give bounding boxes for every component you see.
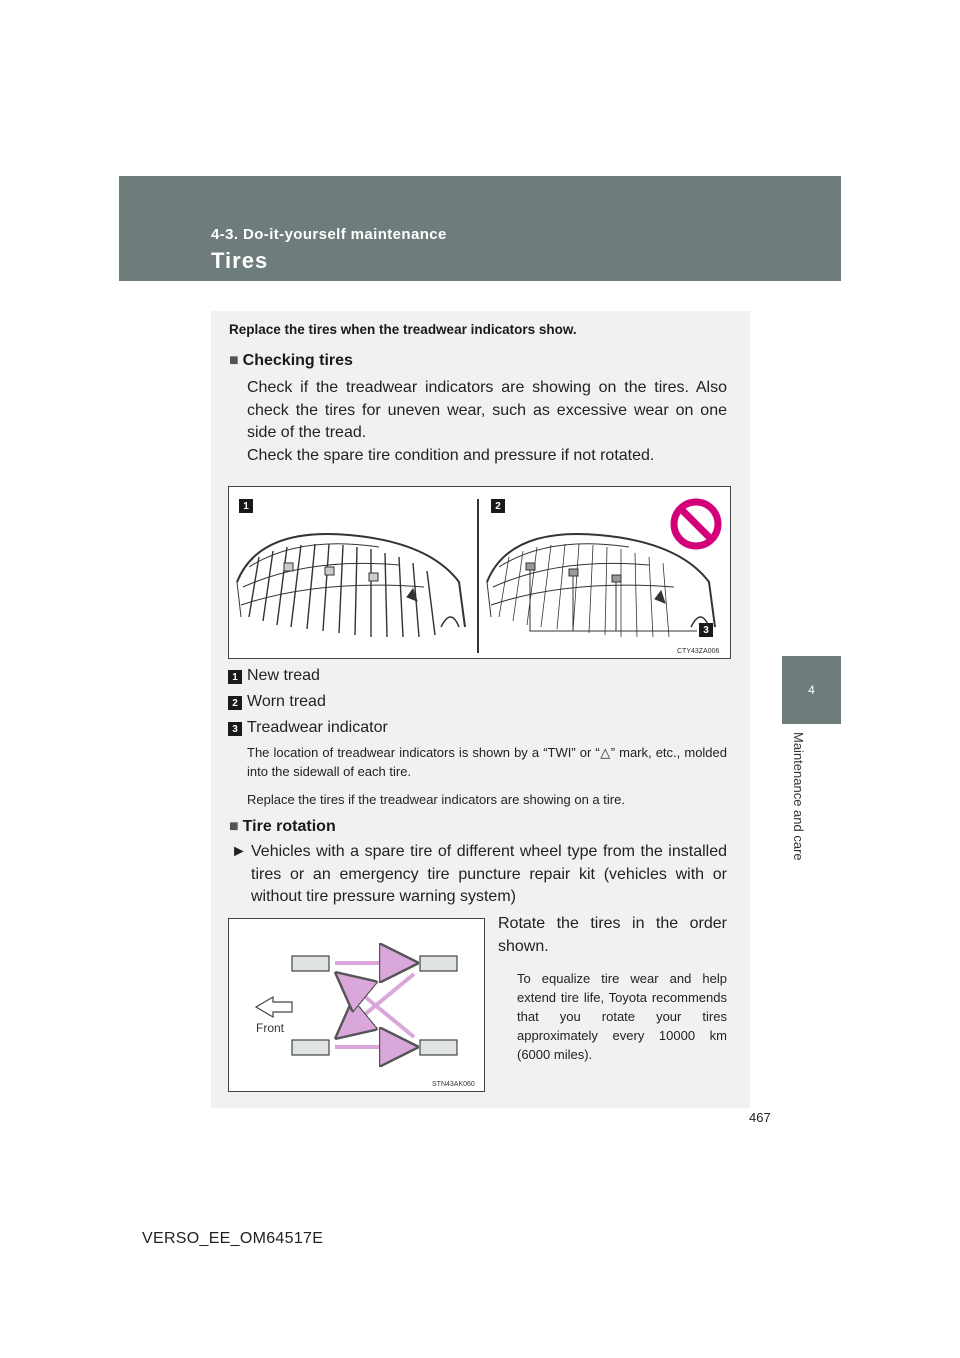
rotation-instruction: Rotate the tires in the order shown. (498, 915, 727, 955)
square-bullet-icon: ■ (229, 352, 239, 369)
legend-label-2: Worn tread (247, 693, 326, 710)
front-arrow-icon (256, 997, 292, 1017)
checking-para-2: Check the spare tire condition and pressure if not rotated. (247, 446, 655, 464)
chapter-label: Maintenance and care (791, 732, 806, 861)
legend-label-1: New tread (247, 667, 320, 684)
rotation-arrows (335, 963, 414, 1047)
rotation-figure (228, 918, 485, 1092)
tire-rotation-heading (229, 818, 336, 836)
figure-badge-1: 1 (239, 499, 253, 513)
checking-tires-heading (229, 352, 353, 370)
legend-badge-2: 2 (228, 696, 242, 710)
checking-tires-body (247, 377, 727, 467)
tread-figure (228, 486, 731, 659)
chapter-tab[interactable]: 4 (782, 656, 841, 724)
twi-note: The location of treadwear indicators is shown by a “TWI” or “△” mark, etc., molded into the sidewall of each tire. (247, 745, 727, 779)
page-header (119, 176, 841, 281)
rotation-condition-text: Vehicles with a spare tire of different wheel type from the installed tires or an emergency tire puncture repair kit (vehicles with or without tire pressure warning system) (251, 843, 727, 905)
rotation-condition-item (231, 841, 727, 909)
front-label: Front (256, 1021, 285, 1035)
prohibited-icon (674, 502, 718, 546)
tread-illustration (229, 487, 730, 658)
legend-label-3: Treadwear indicator (247, 719, 388, 736)
arrow-bullet-icon: ► (231, 843, 247, 860)
checking-para-1: Check if the treadwear indicators are showing on the tires. Also check the tires for uneven wear, such as excessive wear on one side of the tread. (247, 379, 727, 441)
intro-text: Replace the tires when the treadwear indicators show. (229, 322, 577, 337)
replace-note: Replace the tires if the treadwear indicators are showing on a tire. (247, 792, 625, 807)
rotation-figure-code: STN43AK060 (432, 1081, 475, 1088)
figure-badge-2: 2 (491, 499, 505, 513)
rotation-note: To equalize tire wear and help extend tire life, Toyota recommends that you rotate your tires approximately every 10000 km (6000 miles). (517, 971, 727, 1062)
figure-code: CTY43ZA006 (677, 648, 720, 655)
document-code: VERSO_EE_OM64517E (142, 1230, 324, 1247)
tire-rotation-heading-text: Tire rotation (242, 818, 336, 835)
legend-badge-1: 1 (228, 670, 242, 684)
page-number: 467 (749, 1110, 771, 1125)
legend-badge-3: 3 (228, 722, 242, 736)
rotation-diagram (229, 919, 484, 1091)
checking-tires-heading-text: Checking tires (242, 352, 353, 369)
content-box (211, 311, 750, 1108)
worn-tread-tire (487, 534, 715, 637)
section-label: 4-3. Do-it-yourself maintenance (211, 226, 447, 243)
new-tread-tire (237, 534, 465, 637)
figure-badge-3: 3 (699, 623, 713, 637)
square-bullet-icon: ■ (229, 818, 239, 835)
page-title: Tires (211, 248, 269, 273)
